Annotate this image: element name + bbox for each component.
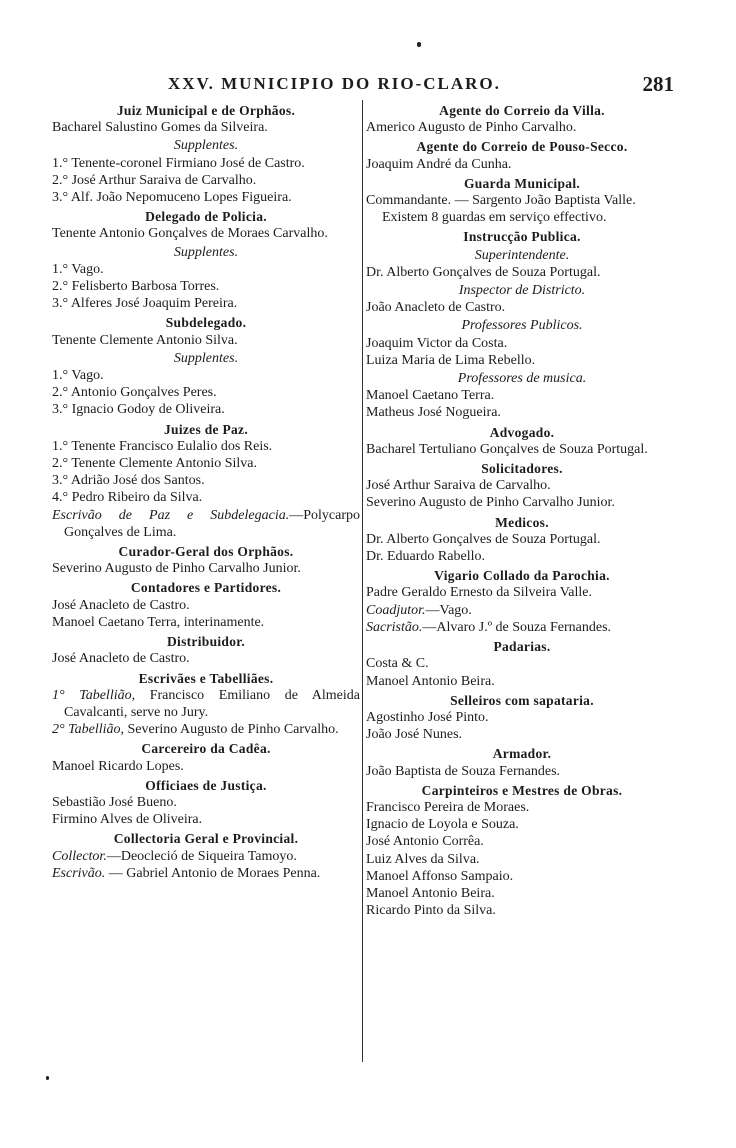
name-entry: Joaquim André da Cunha. bbox=[366, 156, 512, 172]
section-heading: Vigario Collado da Parochia. bbox=[434, 568, 610, 584]
name-entry: Joaquim Victor da Costa. bbox=[366, 335, 508, 351]
entry-label: Sacristão. bbox=[366, 619, 423, 635]
right-column bbox=[366, 100, 678, 919]
name-entry: Bacharel Tertuliano Gonçalves de Souza Portugal. bbox=[366, 441, 648, 457]
name-entry: Firmino Alves de Oliveira. bbox=[52, 812, 203, 828]
entry-text: —Polycarpo Gonçalves de Lima. bbox=[64, 507, 360, 540]
name-entry: João Baptista de Souza Fernandes. bbox=[366, 763, 561, 779]
section-heading: Agente do Correio da Villa. bbox=[439, 103, 605, 118]
name-entry: Bacharel Salustino Gomes da Silveira. bbox=[52, 120, 268, 136]
section-heading: Advogado. bbox=[489, 424, 555, 440]
name-entry: José Anacleto de Castro. bbox=[52, 597, 190, 613]
labeled-entry bbox=[52, 687, 360, 721]
name-entry: Manoel Ricardo Lopes. bbox=[52, 758, 184, 774]
section-heading: Juizes de Paz. bbox=[163, 421, 249, 437]
section-heading: Padarias. bbox=[493, 639, 551, 655]
entry-text: —Vago. bbox=[425, 602, 472, 618]
name-entry: Manoel Antonio Beira. bbox=[366, 885, 495, 901]
name-entry: Luiz Alves da Silva. bbox=[366, 851, 480, 867]
numbered-entry: 1.° Vago. bbox=[52, 368, 104, 384]
subheading: Supplentes. bbox=[173, 138, 239, 154]
section-heading: Distribuidor. bbox=[166, 634, 246, 650]
name-entry: Francisco Pereira de Moraes. bbox=[366, 799, 530, 815]
left-column bbox=[52, 100, 360, 882]
section-heading: Carpinteiros e Mestres de Obras. bbox=[421, 782, 623, 798]
name-entry: Ricardo Pinto da Silva. bbox=[366, 903, 496, 919]
name-entry: Padre Geraldo Ernesto da Silveira Valle. bbox=[366, 585, 593, 601]
entry-text: —Deocleció de Siqueira Tamoyo. bbox=[106, 848, 297, 864]
section-heading: Armador. bbox=[492, 746, 552, 762]
name-entry: Americo Augusto de Pinho Carvalho. bbox=[366, 120, 577, 136]
labeled-entry bbox=[52, 848, 360, 865]
labeled-entry bbox=[52, 865, 360, 882]
numbered-entry: 3.° Alferes José Joaquim Pereira. bbox=[52, 296, 238, 312]
section-heading: Selleiros com sapataria. bbox=[450, 692, 594, 708]
name-entry: Sebastião José Bueno. bbox=[52, 794, 177, 810]
top-ink-dot bbox=[417, 42, 421, 47]
entry-label: 2° Tabellião, bbox=[52, 722, 124, 738]
name-entry: Tenente Clemente Antonio Silva. bbox=[52, 332, 238, 348]
section-heading: Curador-Geral dos Orphãos. bbox=[118, 544, 294, 560]
name-entry: José Anacleto de Castro. bbox=[52, 651, 190, 667]
numbered-entry: 1.° Tenente-coronel Firmiano José de Castro. bbox=[52, 155, 305, 171]
entry-label: Escrivão. bbox=[52, 865, 106, 881]
entry-text: — Gabriel Antonio de Moraes Penna. bbox=[105, 865, 321, 881]
name-entry: Dr. Eduardo Rabello. bbox=[366, 549, 485, 565]
entry-label: Escrivão de Paz e Subdelegacia. bbox=[52, 507, 290, 523]
name-entry: João José Nunes. bbox=[366, 727, 463, 743]
numbered-entry: 2.° Tenente Clemente Antonio Silva. bbox=[52, 456, 257, 472]
subheading: Supplentes. bbox=[173, 350, 239, 366]
bottom-ink-dot bbox=[46, 1076, 49, 1080]
numbered-entry: 3.° Ignacio Godoy de Oliveira. bbox=[52, 402, 225, 418]
name-entry: Luiza Maria de Lima Rebello. bbox=[366, 352, 536, 368]
subheading: Inspector de Districto. bbox=[458, 283, 586, 299]
numbered-entry: 3.° Adrião José dos Santos. bbox=[52, 473, 205, 489]
numbered-entry: 2.° Felisberto Barbosa Torres. bbox=[52, 279, 220, 295]
name-entry: Agostinho José Pinto. bbox=[366, 709, 489, 725]
subheading: Professores de musica. bbox=[457, 371, 587, 387]
section-heading: Juiz Municipal e de Orphãos. bbox=[116, 103, 296, 118]
page-number: 281 bbox=[642, 72, 674, 96]
section-heading: Collectoria Geral e Provincial. bbox=[113, 831, 299, 847]
name-entry: Manoel Caetano Terra. bbox=[366, 388, 495, 404]
name-entry: José Arthur Saraiva de Carvalho. bbox=[366, 478, 551, 494]
section-heading: Carcereiro da Cadêa. bbox=[141, 741, 271, 757]
note-line: Existem 8 guardas em serviço effectivo. bbox=[382, 210, 607, 226]
entry-label: 1° Tabellião, bbox=[52, 687, 136, 703]
section-heading: Delegado de Policia. bbox=[145, 209, 267, 225]
labeled-entry bbox=[366, 602, 678, 619]
numbered-entry: 2.° José Arthur Saraiva de Carvalho. bbox=[52, 172, 257, 188]
name-entry: Ignacio de Loyola e Souza. bbox=[366, 817, 519, 833]
section-heading: Medicos. bbox=[495, 514, 549, 530]
entry-label: Collector. bbox=[52, 848, 107, 864]
section-heading: Guarda Municipal. bbox=[463, 175, 581, 191]
numbered-entry: 1.° Tenente Francisco Eulalio dos Reis. bbox=[52, 438, 273, 454]
name-entry: José Antonio Corrêa. bbox=[366, 834, 484, 850]
numbered-entry: 4.° Pedro Ribeiro da Silva. bbox=[52, 490, 203, 506]
section-heading: Escrivães e Tabelliães. bbox=[138, 670, 274, 686]
name-entry: Dr. Alberto Gonçalves de Souza Portugal. bbox=[366, 264, 601, 280]
numbered-entry: 1.° Vago. bbox=[52, 261, 104, 277]
entry-text: Francisco Emiliano de Almeida Cavalcanti, serve no Jury. bbox=[64, 687, 360, 720]
name-entry: Manoel Caetano Terra, interinamente. bbox=[52, 614, 265, 630]
labeled-entry bbox=[52, 507, 360, 541]
subheading: Superintendente. bbox=[474, 247, 570, 263]
section-heading: Contadores e Partidores. bbox=[130, 580, 282, 596]
name-entry: Commandante. — Sargento João Baptista Valle. bbox=[366, 193, 636, 209]
name-entry: Manoel Antonio Beira. bbox=[366, 673, 495, 689]
name-entry: Severino Augusto de Pinho Carvalho Junior. bbox=[366, 495, 615, 511]
entry-text: —Alvaro J.º de Souza Fernandes. bbox=[422, 619, 612, 635]
subheading: Supplentes. bbox=[173, 244, 239, 260]
entry-text: Severino Augusto de Pinho Carvalho. bbox=[123, 722, 339, 738]
name-entry: Manoel Affonso Sampaio. bbox=[366, 868, 514, 884]
name-entry: João Anacleto de Castro. bbox=[366, 300, 506, 316]
page-title: XXV. MUNICIPIO DO RIO-CLARO. bbox=[168, 74, 501, 93]
labeled-entry bbox=[366, 619, 678, 636]
subheading: Professores Publicos. bbox=[461, 318, 583, 334]
section-heading: Instrucção Publica. bbox=[463, 229, 581, 245]
column-divider bbox=[362, 100, 363, 1062]
name-entry: Tenente Antonio Gonçalves de Moraes Carvalho. bbox=[52, 226, 328, 242]
entry-label: Coadjutor. bbox=[366, 602, 426, 618]
numbered-entry: 2.° Antonio Gonçalves Peres. bbox=[52, 385, 217, 401]
name-entry: Costa & C. bbox=[366, 656, 429, 672]
section-heading: Subdelegado. bbox=[165, 315, 247, 331]
numbered-entry: 3.° Alf. João Nepomuceno Lopes Figueira. bbox=[52, 190, 292, 206]
section-heading: Solicitadores. bbox=[481, 461, 563, 477]
name-entry: Matheus José Nogueira. bbox=[366, 405, 501, 421]
name-entry: Severino Augusto de Pinho Carvalho Junior. bbox=[52, 561, 301, 577]
name-entry: Dr. Alberto Gonçalves de Souza Portugal. bbox=[366, 531, 601, 547]
section-heading: Officiaes de Justiça. bbox=[145, 777, 267, 793]
labeled-entry bbox=[52, 721, 360, 738]
running-header bbox=[48, 74, 688, 100]
section-heading: Agente do Correio de Pouso-Secco. bbox=[416, 139, 628, 155]
